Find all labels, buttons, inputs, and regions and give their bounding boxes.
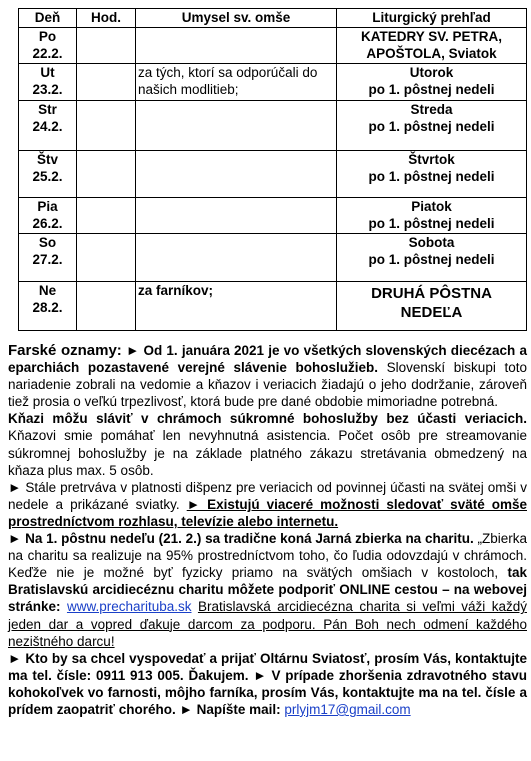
announcement-bold: ► Kto by sa chcel vyspovedať a prijať Oltárnu Sviatosť, prosím Vás, kontaktujte ma tel. čísle: 0911 913 005. Ďakujem. ► V prípade zhoršenia zdravotného stavu kohokoľvek vo farnosti, môjho farníka, prosím Vás, kontaktujte ma na tel. čísle a prídem zaopatriť chorého. ► Napíšte mail:	[8, 650, 527, 717]
charity-website-link[interactable]: www.precharituba.sk	[66, 599, 192, 615]
header-intention: Umysel sv. omše	[136, 9, 337, 28]
day-name: Pia	[37, 199, 58, 214]
header-liturgy: Liturgický prehľad	[337, 9, 527, 28]
intention-cell: za farníkov;	[136, 282, 337, 331]
announcement-text: Slovenskí biskupi toto nariadenie zobrali na vedomie a kňazov i veriacich žiadajú o jeho dodržanie, zároveň tiež prosia o veľkú trpezlivosť, ktorá bude pre dané obdobie mimoriadne potrebná.	[8, 360, 527, 410]
hour-cell	[77, 282, 136, 331]
announcement-text: „Zbierka na charitu sa realizuje na 95% prostredníctvom toho, čo ľudia odovzdajú v chrámoch. Keďže nie je možné byť fyzicky priamo na svätých omšiach v kostoloch,	[8, 531, 527, 581]
day-date: 28.2.	[32, 300, 63, 315]
liturgy-line-1: Utorok	[409, 65, 454, 80]
day-cell	[19, 198, 77, 234]
announcement-bold: Kňazi môžu sláviť v chrámoch súkromné bohoslužby bez účasti veriacich.	[8, 411, 527, 427]
day-cell	[19, 234, 77, 282]
hour-cell	[77, 28, 136, 64]
day-cell	[19, 151, 77, 198]
hour-cell	[77, 64, 136, 101]
header-day: Deň	[19, 9, 77, 28]
intention-cell	[136, 234, 337, 282]
table-row	[19, 64, 527, 101]
day-cell	[19, 28, 77, 64]
announcement-paragraph	[8, 410, 527, 478]
day-name: Ut	[40, 65, 55, 80]
announcements-heading: Farské oznamy:	[8, 342, 122, 359]
intention-cell	[136, 101, 337, 151]
day-cell	[19, 64, 77, 101]
liturgy-line-1: DRUHÁ PÔSTNA	[371, 285, 492, 302]
liturgy-line-1: Štvrtok	[408, 152, 455, 167]
table-row	[19, 28, 527, 64]
day-date: 25.2.	[32, 169, 63, 184]
intention-cell	[136, 198, 337, 234]
announcement-text: Kňazovi smie pomáhať len nevyhnutná asistencia. Počet osôb pre streamovanie súkromnej bohoslužby je na základe platného zákazu stretávania obmedzený na kňaza plus max. 5 osôb.	[8, 428, 527, 478]
announcement-text: ► Stále pretrváva v platnosti dišpenz pre veriacich od povinnej účasti na svätej omši v nedele a prikázané sviatky.	[8, 479, 527, 512]
mass-schedule-table	[18, 8, 527, 331]
table-row	[19, 234, 527, 282]
announcement-paragraph	[8, 650, 527, 718]
day-date: 26.2.	[32, 216, 63, 231]
liturgy-line-2: po 1. pôstnej nedeli	[368, 119, 495, 134]
liturgy-line-1: Streda	[410, 102, 453, 117]
announcement-paragraph	[8, 479, 527, 530]
hour-cell	[77, 234, 136, 282]
hour-cell	[77, 101, 136, 151]
table-row	[19, 282, 527, 331]
table-row	[19, 151, 527, 198]
parish-announcements	[8, 342, 527, 718]
table-row	[19, 198, 527, 234]
day-name: Po	[38, 29, 57, 44]
liturgy-cell	[337, 282, 527, 331]
liturgy-line-1: Sobota	[408, 235, 455, 250]
day-cell	[19, 282, 77, 331]
day-name: So	[38, 235, 57, 250]
announcement-bold: ► Od 1. januára 2021 je vo všetkých slovenských diecézach a eparchiách pozastavené verejné slávenie bohoslužieb.	[8, 343, 527, 376]
day-date: 22.2.	[32, 46, 63, 61]
email-link[interactable]: prlyjm17@gmail.com	[284, 701, 411, 717]
liturgy-cell	[337, 198, 527, 234]
liturgy-line-1: KATEDRY SV. PETRA,	[360, 29, 503, 44]
announcement-bold: tak Bratislavskú arcidiecéznu charitu môžete podporiť ONLINE cestou – na webovej stránke:	[8, 565, 527, 615]
day-name: Ne	[38, 283, 57, 298]
liturgy-cell	[337, 64, 527, 101]
intention-cell: za tých, ktorí sa odporúčali do našich modlitieb;	[136, 64, 337, 101]
day-cell	[19, 101, 77, 151]
day-name: Str	[38, 102, 57, 117]
liturgy-line-1: Piatok	[411, 199, 452, 214]
day-date: 24.2.	[32, 119, 63, 134]
day-date: 23.2.	[32, 82, 63, 97]
liturgy-line-2: po 1. pôstnej nedeli	[368, 82, 495, 97]
day-date: 27.2.	[32, 252, 63, 267]
liturgy-cell	[337, 234, 527, 282]
announcement-paragraph	[8, 342, 527, 410]
table-header-row	[19, 9, 527, 28]
liturgy-line-2: APOŠTOLA, Sviatok	[366, 46, 497, 61]
liturgy-cell	[337, 151, 527, 198]
intention-cell	[136, 28, 337, 64]
day-name: Štv	[36, 152, 58, 167]
header-hour: Hod.	[77, 9, 136, 28]
liturgy-line-2: po 1. pôstnej nedeli	[368, 169, 495, 184]
announcement-bold: ► Na 1. pôstnu nedeľu (21. 2.) sa tradične koná Jarná zbierka na charitu.	[8, 531, 474, 547]
liturgy-cell	[337, 101, 527, 151]
hour-cell	[77, 151, 136, 198]
liturgy-line-2: NEDEĽA	[400, 304, 463, 321]
announcement-text: Bratislavská arcidiecézna charita si veľmi váži každý jeden dar a vopred ďakuje darcom za podporu. Pán Boh nech odmení každého nezištného darcu!	[8, 599, 527, 649]
hour-cell	[77, 198, 136, 234]
announcement-paragraph	[8, 530, 527, 650]
liturgy-line-2: po 1. pôstnej nedeli	[368, 216, 495, 231]
liturgy-line-2: po 1. pôstnej nedeli	[368, 252, 495, 267]
table-row	[19, 101, 527, 151]
intention-cell	[136, 151, 337, 198]
liturgy-cell	[337, 28, 527, 64]
announcement-bold: ► Existujú viaceré možnosti sledovať sväté omše prostredníctvom rozhlasu, televízie alebo internetu.	[8, 496, 527, 529]
